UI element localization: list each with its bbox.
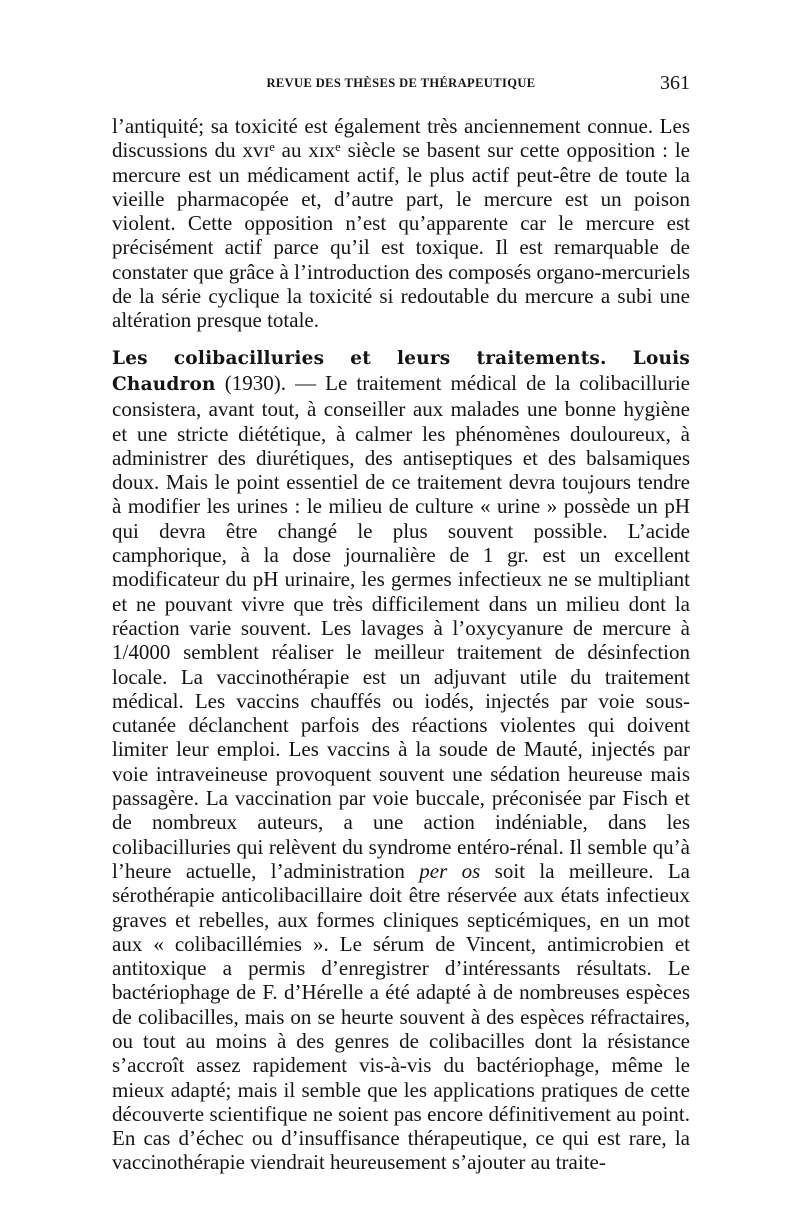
italic-term: per os: [419, 858, 481, 883]
section-title: Les colibacilluries et leurs traitements. Louis Chaudron: [112, 347, 690, 395]
running-title: REVUE DES THÈSES DE THÉRAPEUTIQUE: [266, 76, 536, 90]
paragraph-thesis-summary: [112, 345, 690, 1175]
body-text: [112, 114, 690, 1175]
paragraph-text-part-2: soit la meilleure. La sérothérapie anticolibacillaire doit être réservée aux états infectieux graves et rebelles, aux formes cliniques septicémiques, en un mot aux « colibacillémies ». Le sérum de Vincent, antimicrobien et antitoxique a permis d’enregistrer d’intéressants résultats. Le bactériophage de F. d’Hérelle a été adapté à de nombreuses espèces de colibacilles, mais on se heurte souvent à des espèces réfractaires, ou tout au moins à des genres de colibacilles dont la résistance s’accroît assez rapidement vis-à-vis du bactériophage, même le mieux adapté; mais il semble que les applications pratiques de cette découverte scientifique ne soient pas encore définitivement au point. En cas d’échec ou d’insuffisance thérapeutique, ce qui est rare, la vaccinothérapie viendrait heureusement s’ajouter au traite-: [112, 858, 690, 1175]
paragraph-continuation: l’antiquité; sa toxicité est également très anciennement connue. Les discussions du xvɪᵉ au xɪxᵉ siècle se basent sur cette opposition : le mercure est un médicament actif, le plus actif peut-être de toute la vieille pharmacopée et, d’autre part, le mercure est un poison violent. Cette opposition n’est qu’apparente car le mercure est précisément actif parce qu’il est toxique. Il est remarquable de constater que grâce à l’introduction des composés organo-mercuriels de la série cyclique la toxicité si redoutable du mercure a subi une altération presque totale.: [112, 114, 690, 333]
page-number: 361: [660, 72, 690, 94]
running-header: [112, 74, 690, 98]
paragraph-text-part-1: (1930). — Le traitement médical de la colibacillurie consistera, avant tout, à conseiller aux malades une bonne hygiène et une stricte diététique, à calmer les phénomènes douloureux, à administrer des diurétiques, des antiseptiques et des balsamiques doux. Mais le point essentiel de ce traitement devra toujours tendre à modifier les urines : le milieu de culture « urine » possède un pH qui devra être changé le plus souvent possible. L’acide camphorique, à la dose journalière de 1 gr. est un excellent modificateur du pH urinaire, les germes infectieux ne se multipliant et ne pouvant vivre que très difficilement dans un milieu dont la réaction varie souvent. Les lavages à l’oxycyanure de mercure à 1/4000 semblent réaliser le meilleur traitement de désinfection locale. La vaccinothérapie est un adjuvant utile du traitement médical. Les vaccins chauffés ou iodés, injectés par voie sous-cutanée déclanchent parfois des réactions violentes qui doivent limiter leur emploi. Les vaccins à la soude de Mauté, injectés par voie intraveineuse provoquent souvent une sédation heureuse mais passagère. La vaccination par voie buccale, préconisée par Fisch et de nombreux auteurs, a une action indéniable, dans les colibacilluries qui relèvent du syndrome entéro-rénal. Il semble qu’à l’heure actuelle, l’administration: [112, 370, 690, 883]
